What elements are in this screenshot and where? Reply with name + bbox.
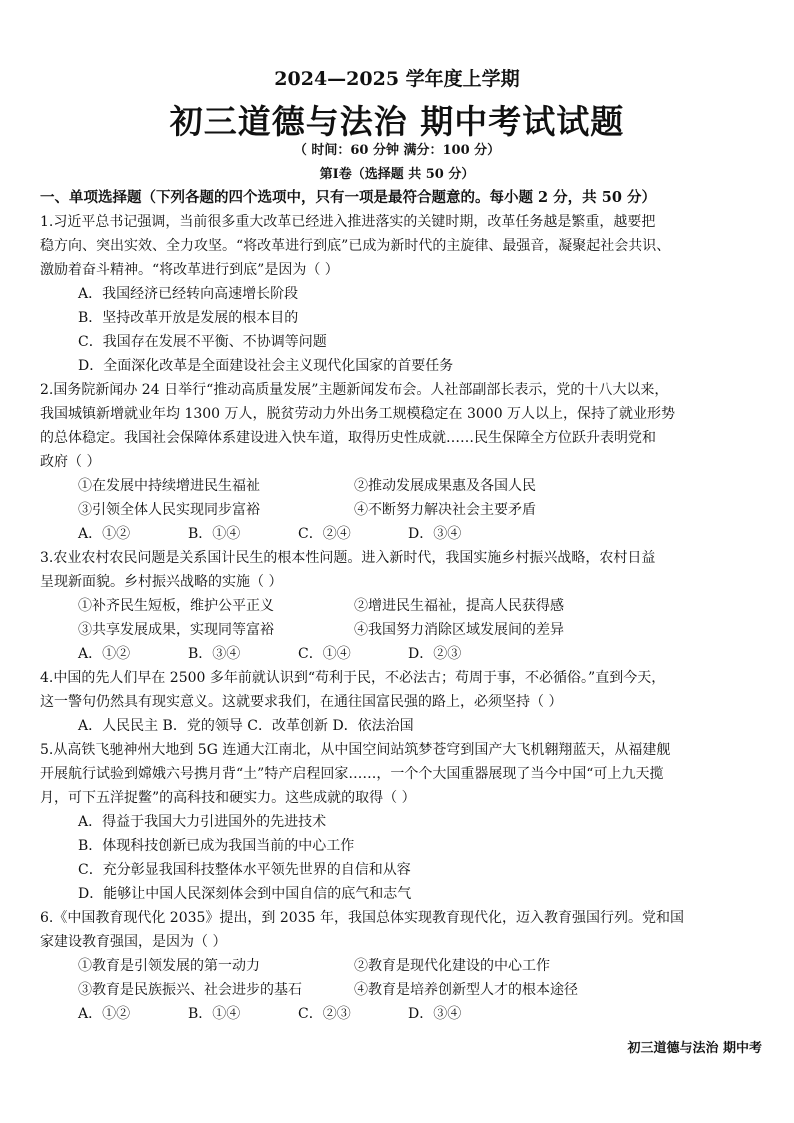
exam-meta: （ 时间：60 分钟 满分：100 分） bbox=[293, 143, 501, 158]
question-stem: 2.国务院新闻办 24 日举行“推动高质量发展”主题新闻发布会。人社部副部长表示，党的十八大以来， bbox=[40, 382, 669, 398]
statement-row bbox=[40, 474, 762, 498]
option-a: A．得益于我国大力引进国外的先进技术 bbox=[78, 814, 327, 830]
statement-row bbox=[40, 498, 762, 522]
option-d: D．②③ bbox=[408, 646, 462, 662]
answer-options bbox=[40, 522, 762, 546]
answer-options bbox=[40, 1002, 762, 1026]
question-5 bbox=[40, 738, 762, 906]
question-stem: 呈现新面貌。乡村振兴战略的实施（ ） bbox=[40, 574, 283, 590]
option-c: C．充分彰显我国科技整体水平领先世界的自信和从容 bbox=[78, 862, 411, 878]
question-stem: 的总体稳定。我国社会保障体系建设进入快车道，取得历史性成就……民生保障全方位跃升表明党和 bbox=[40, 430, 656, 446]
option-c: C．②④ bbox=[298, 526, 351, 542]
option-b: B．③④ bbox=[188, 646, 241, 662]
statement-4: ④教育是培养创新型人才的根本途径 bbox=[354, 982, 578, 998]
statement-3: ③教育是民族振兴、社会进步的基石 bbox=[78, 982, 302, 998]
statement-row bbox=[40, 618, 762, 642]
statement-row bbox=[40, 954, 762, 978]
option-b: B．①④ bbox=[188, 1006, 241, 1022]
question-stem: 激励着奋斗精神。“将改革进行到底”是因为（ ） bbox=[40, 262, 339, 278]
question-stem: 开展航行试验到嫦娥六号携月背“土”特产启程回家……，一个个大国重器展现了当今中国“可上九天揽 bbox=[40, 766, 664, 782]
exam-title: 初三道德与法治 期中考试试题 bbox=[169, 102, 625, 141]
exam-body bbox=[40, 186, 762, 1026]
question-2 bbox=[40, 378, 762, 546]
statement-row bbox=[40, 978, 762, 1002]
question-stem: 4.中国的先人们早在 2500 多年前就认识到“苟利于民，不必法古；苟周于事，不必循俗。”直到今天， bbox=[40, 670, 666, 686]
statement-4: ④不断努力解决社会主要矛盾 bbox=[354, 502, 536, 518]
option-b: B．坚持改革开放是发展的根本目的 bbox=[78, 310, 299, 326]
option-d: D．能够让中国人民深刻体会到中国自信的底气和志气 bbox=[78, 886, 412, 902]
statement-2: ②增进民生福祉，提高人民获得感 bbox=[354, 598, 564, 614]
option-b: B．①④ bbox=[188, 526, 241, 542]
question-stem: 1.习近平总书记强调，当前很多重大改革已经进入推进落实的关键时期，改革任务越是繁重，越要把 bbox=[40, 214, 656, 230]
question-6 bbox=[40, 906, 762, 1026]
question-stem: 稳方向、突出实效、全力攻坚。“将改革进行到底”已成为新时代的主旋律、最强音，凝聚起社会共识、 bbox=[40, 238, 671, 254]
page-footer: 初三道德与法治 期中考 bbox=[627, 1041, 762, 1056]
statement-2: ②教育是现代化建设的中心工作 bbox=[354, 958, 550, 974]
section-heading: 一、单项选择题（下列各题的四个选项中，只有一项是最符合题意的。每小题 2 分，共 50 分） bbox=[40, 189, 656, 206]
question-stem: 政府（ ） bbox=[40, 454, 101, 470]
statement-1: ①教育是引领发展的第一动力 bbox=[78, 958, 260, 974]
part-heading: 第Ⅰ卷（选择题 共 50 分） bbox=[319, 167, 475, 182]
question-stem: 月，可下五洋捉鳖”的高科技和硬实力。这些成就的取得（ ） bbox=[40, 790, 416, 806]
statement-3: ③共享发展成果，实现同等富裕 bbox=[78, 622, 274, 638]
question-stem: 家建设教育强国，是因为（ ） bbox=[40, 934, 227, 950]
option-a: A．我国经济已经转向高速增长阶段 bbox=[78, 286, 299, 302]
year-term: 2024—2025 学年度上学期 bbox=[274, 68, 520, 90]
option-b: B．体现科技创新已成为我国当前的中心工作 bbox=[78, 838, 355, 854]
question-stem: 3.农业农村农民问题是关系国计民生的根本性问题。进入新时代，我国实施乡村振兴战略，农村日益 bbox=[40, 550, 656, 566]
option-d: D．③④ bbox=[408, 1006, 462, 1022]
option-c: C．②③ bbox=[298, 1006, 351, 1022]
statement-1: ①在发展中持续增进民生福祉 bbox=[78, 478, 260, 494]
question-4 bbox=[40, 666, 762, 738]
question-1 bbox=[40, 210, 762, 378]
question-3 bbox=[40, 546, 762, 666]
statement-row bbox=[40, 594, 762, 618]
option-a: A．①② bbox=[78, 1006, 131, 1022]
option-a: A．①② bbox=[78, 646, 131, 662]
question-stem: 6.《中国教育现代化 2035》提出，到 2035 年，我国总体实现教育现代化，迈入教育强国行列。党和国 bbox=[40, 910, 684, 926]
option-c: C．①④ bbox=[298, 646, 351, 662]
option-c: C．我国存在发展不平衡、不协调等问题 bbox=[78, 334, 327, 350]
option-d: D．全面深化改革是全面建设社会主义现代化国家的首要任务 bbox=[78, 358, 454, 374]
statement-3: ③引领全体人民实现同步富裕 bbox=[78, 502, 260, 518]
question-stem: 这一警句仍然具有现实意义。这就要求我们，在通往国富民强的路上，必须坚持（ ） bbox=[40, 694, 563, 710]
answer-options bbox=[40, 642, 762, 666]
option-a: A．①② bbox=[78, 526, 131, 542]
statement-4: ④我国努力消除区域发展间的差异 bbox=[354, 622, 564, 638]
statement-1: ①补齐民生短板，维护公平正义 bbox=[78, 598, 274, 614]
question-stem: 5.从高铁飞驰神州大地到 5G 连通大江南北，从中国空间站筑梦苍穹到国产大飞机翱翔蓝天，从福建舰 bbox=[40, 742, 671, 758]
answer-options: A．人民民主 B．党的领导 C．改革创新 D．依法治国 bbox=[78, 718, 414, 734]
statement-2: ②推动发展成果惠及各国人民 bbox=[354, 478, 536, 494]
option-d: D．③④ bbox=[408, 526, 462, 542]
question-stem: 我国城镇新增就业年均 1300 万人，脱贫劳动力外出务工规模稳定在 3000 万人以上，保持了就业形势 bbox=[40, 406, 676, 422]
